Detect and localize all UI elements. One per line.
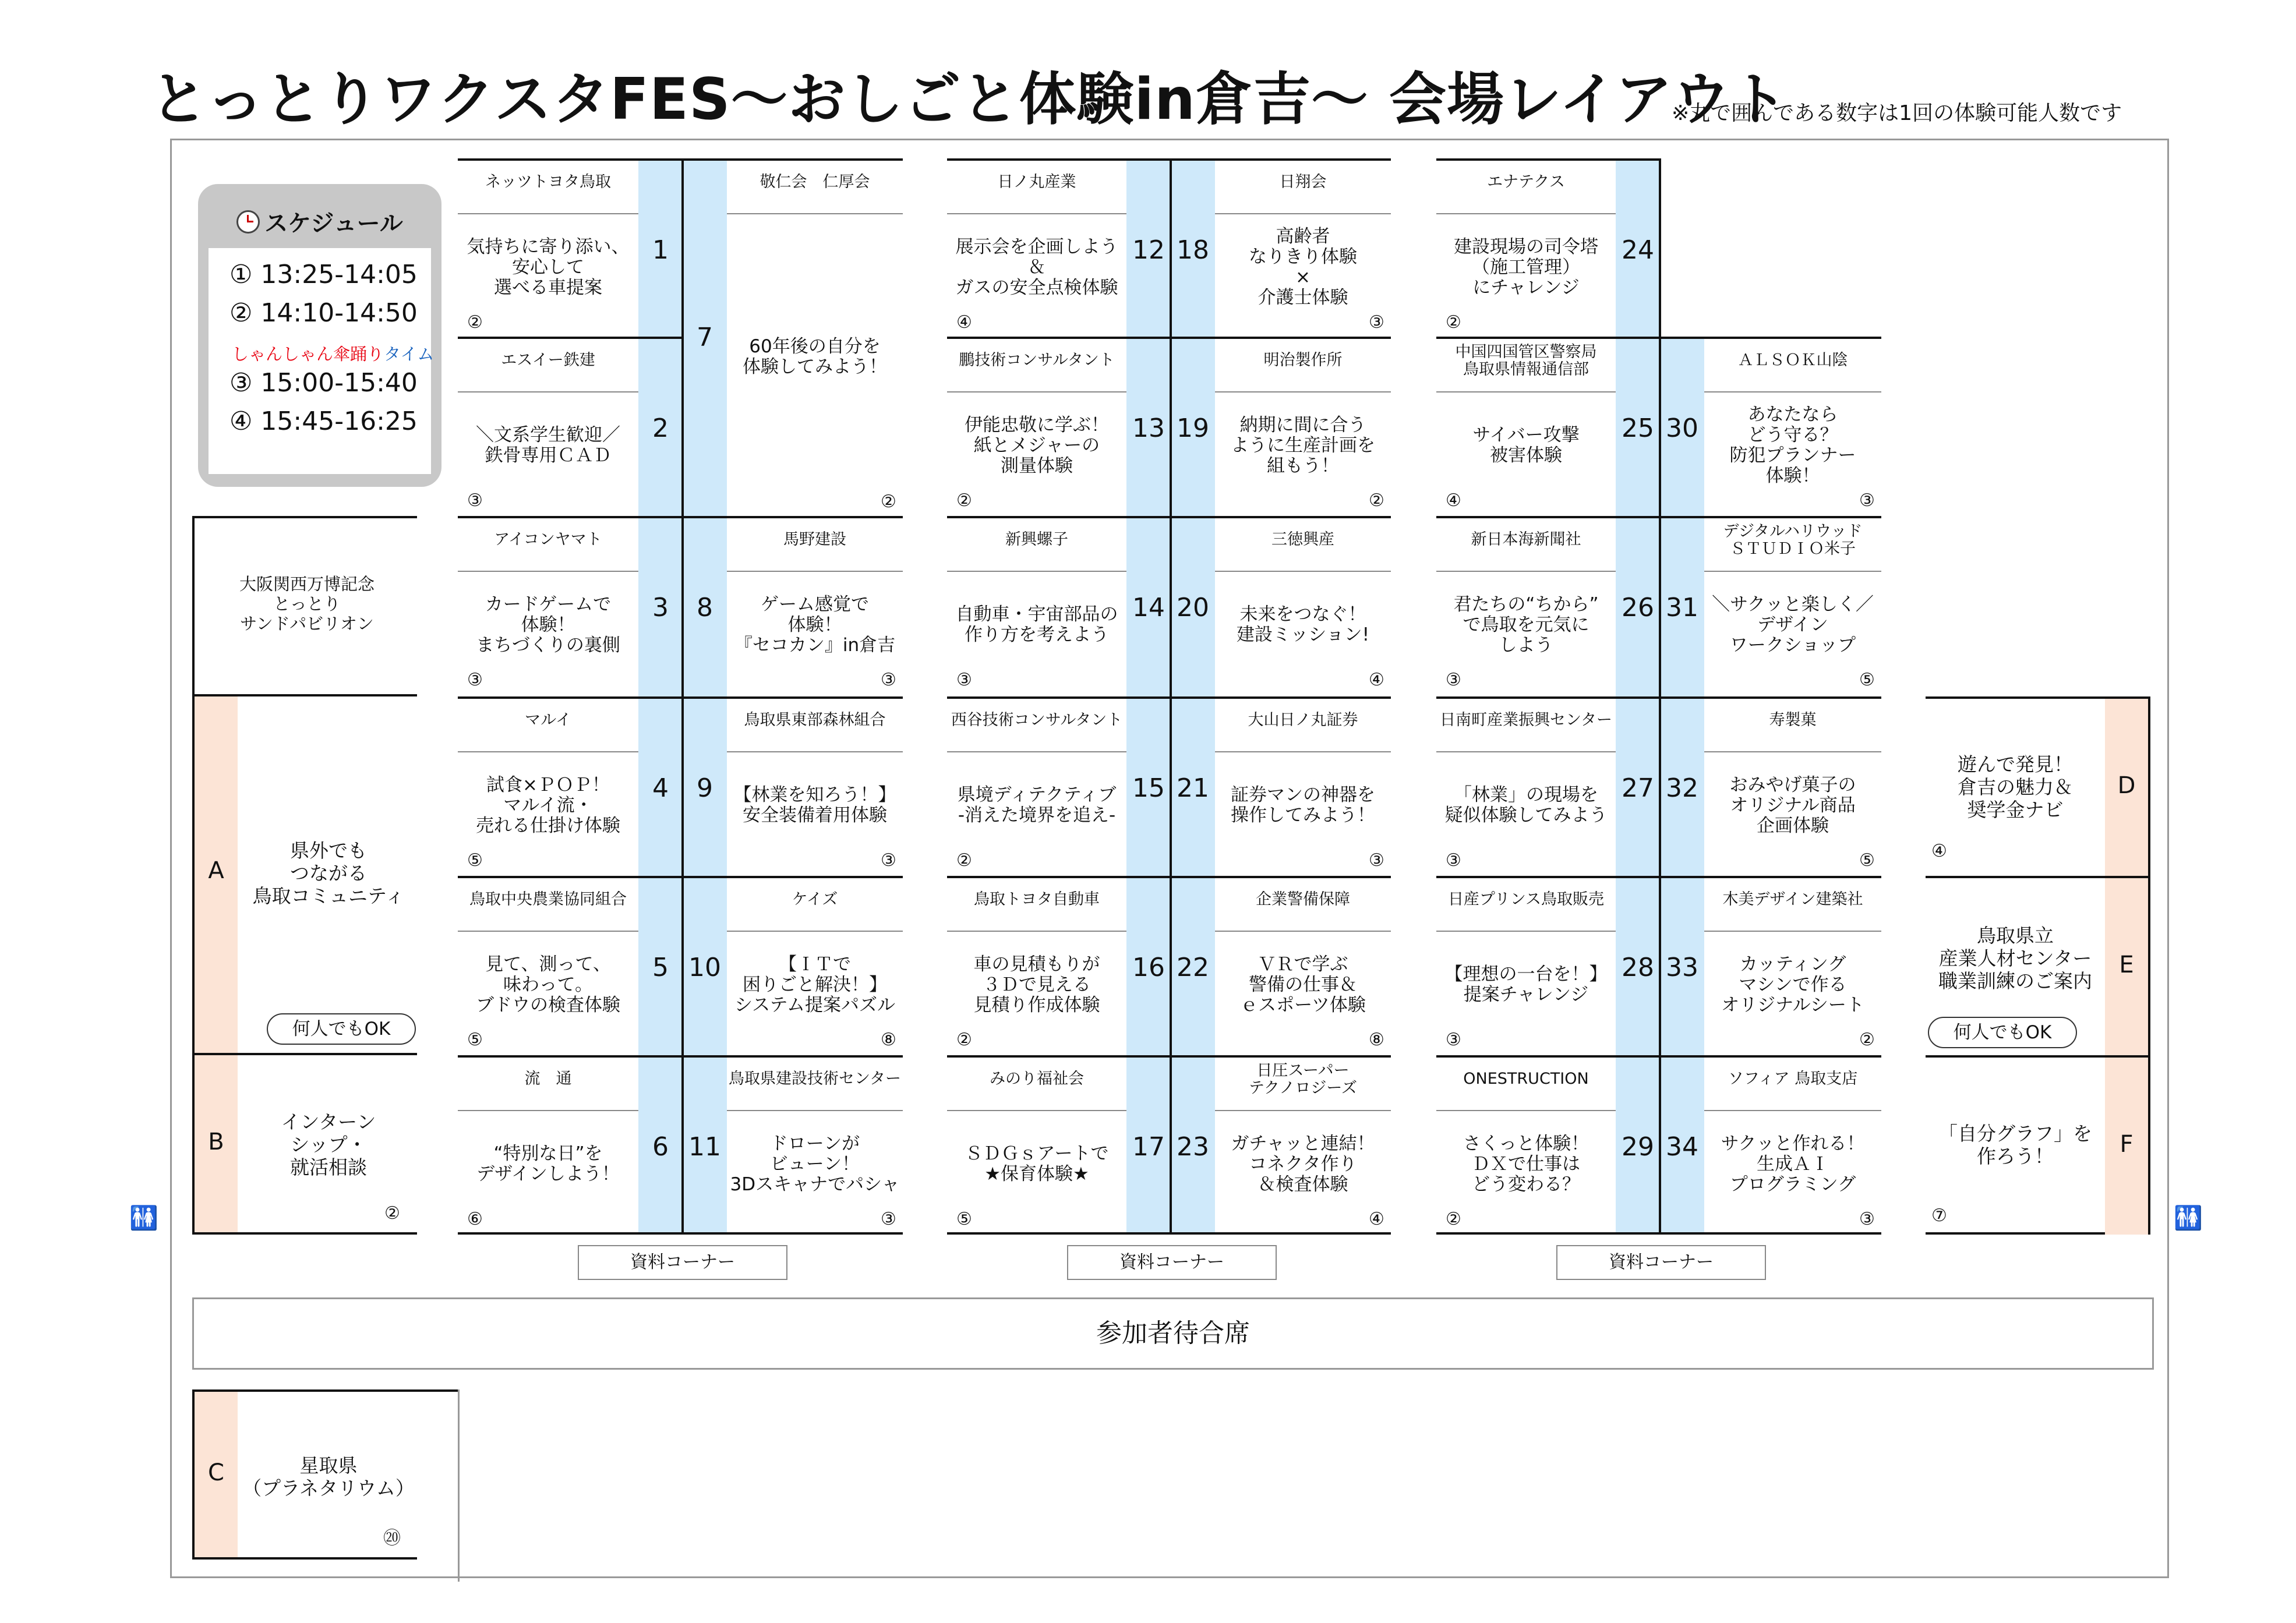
booth-company-2: エスイー鉄建	[501, 351, 595, 369]
booth-company-7: 敬仁会 仁厚会	[760, 173, 870, 191]
restroom-icon: 🚻	[129, 1205, 158, 1232]
booth-desc-17: ＳＤＧｓアートで ★保育体験★	[965, 1143, 1109, 1185]
booth-desc-29: さくっと体験！ ＤＸで仕事は どう変わる？	[1463, 1133, 1589, 1195]
booth-header-line	[1436, 931, 1616, 932]
booth-desc-22: ＶＲで学ぶ 警備の仕事＆ ｅスポーツ体験	[1240, 953, 1366, 1016]
booth-desc-24: 建設現場の司令塔 （施工管理） にチャレンジ	[1454, 236, 1598, 298]
booth-desc-21: 証券マンの神器を 操作してみよう！	[1231, 784, 1375, 826]
booth-number-11[interactable]: 11	[688, 1132, 721, 1162]
booth-capacity-1: ②	[467, 312, 483, 333]
booth-header-line	[1704, 391, 1881, 393]
material-corner-1: 資料コーナー	[578, 1245, 787, 1280]
booth-header-line	[1215, 213, 1391, 214]
area-b	[192, 1055, 417, 1235]
area-c-letter: C	[208, 1459, 224, 1486]
booth-number-32[interactable]: 32	[1666, 773, 1698, 803]
page-title: とっとりワクスタFES～おしごと体験in倉吉～ 会場レイアウト	[150, 66, 1789, 133]
area-c	[192, 1389, 417, 1560]
booth-border	[1660, 876, 1881, 878]
booth-number-7[interactable]: 7	[697, 323, 713, 352]
booth-header-line	[1704, 571, 1881, 572]
booth-company-33: 木美デザイン建築社	[1722, 890, 1863, 908]
booth-desc-12: 展示会を企画しよう ＆ ガスの安全点検体験	[955, 236, 1118, 298]
booth-desc-1: 気持ちに寄り添い、 安心して 選べる車提案	[467, 236, 630, 298]
booth-number-10[interactable]: 10	[688, 953, 721, 982]
booth-border	[947, 1232, 1391, 1235]
booth-company-20: 三徳興産	[1271, 531, 1334, 549]
booth-capacity-14: ③	[956, 670, 972, 690]
booth-border	[458, 158, 683, 161]
booth-company-18: 日翔会	[1279, 173, 1327, 191]
area-d-letter: D	[2117, 772, 2136, 799]
booth-header-line	[727, 751, 903, 752]
area-a-text: 県外でも つながる 鳥取コミュニティ	[252, 839, 405, 907]
booth-header-line	[727, 931, 903, 932]
booth-header-line	[1215, 931, 1391, 932]
booth-header-line	[458, 751, 638, 752]
booth-number-3[interactable]: 3	[652, 593, 669, 623]
area-f-text: 「自分グラフ」を 作ろう！	[1938, 1122, 2092, 1168]
booth-border	[947, 696, 1171, 699]
booth-capacity-24: ②	[1446, 312, 1461, 333]
booth-number-17[interactable]: 17	[1132, 1132, 1165, 1162]
booth-number-5[interactable]: 5	[652, 953, 669, 982]
booth-company-8: 馬野建設	[783, 531, 846, 549]
area-d-capacity: ④	[1931, 841, 1947, 861]
booth-desc-34: サクッと作れる！ 生成ＡＩ プログラミング	[1721, 1133, 1865, 1195]
schedule-session-4: ④ 15:45-16:25	[229, 406, 418, 436]
booth-border	[1660, 1055, 1881, 1058]
booth-desc-28: 【理想の一台を！】 提案チャレンジ	[1444, 964, 1608, 1006]
booth-capacity-2: ③	[467, 490, 483, 511]
booth-number-20[interactable]: 20	[1177, 593, 1209, 623]
booth-desc-20: 未来をつなぐ！ 建設ミッション!	[1236, 604, 1370, 646]
area-d	[1926, 696, 2150, 876]
area-b-capacity: ②	[384, 1203, 400, 1224]
booth-company-24: エナテクス	[1487, 173, 1565, 191]
booth-company-26: 新日本海新聞社	[1471, 531, 1581, 549]
booth-number-29[interactable]: 29	[1622, 1132, 1654, 1162]
booth-border	[1171, 696, 1391, 699]
booth-number-9[interactable]: 9	[697, 773, 713, 803]
booth-border	[1171, 158, 1391, 161]
booth-desc-4: 試食×ＰＯＰ！ マルイ流・ 売れる仕掛け体験	[476, 774, 620, 836]
osaka-booth-text: 大阪関西万博記念 とっとり サンドパビリオン	[239, 574, 375, 634]
booth-border	[947, 876, 1171, 878]
booth-header-line	[458, 931, 638, 932]
booth-border	[947, 1055, 1171, 1058]
booth-header-line	[458, 571, 638, 572]
booth-border	[1436, 696, 1660, 699]
booth-border	[683, 158, 903, 161]
restroom-icon: 🚻	[2174, 1205, 2203, 1232]
booth-border	[458, 337, 683, 339]
area-d-text: 遊んで発見！ 倉吉の魅力＆ 奨学金ナビ	[1958, 753, 2073, 821]
booth-border	[458, 1232, 903, 1235]
booth-desc-10: 【ＩＴで 困りごと解決！】 システム提案パズル	[734, 953, 895, 1016]
booth-desc-7: 60年後の自分を 体験してみよう！	[743, 336, 887, 378]
booth-border	[683, 1055, 903, 1058]
booth-number-21[interactable]: 21	[1177, 773, 1209, 803]
booth-company-13: 鵬技術コンサルタント	[959, 351, 1115, 369]
booth-header-line	[1704, 751, 1881, 752]
booth-capacity-29: ②	[1446, 1209, 1461, 1229]
booth-desc-8: ゲーム感覚で 体験！ 『セコカン』in倉吉	[734, 593, 896, 656]
booth-desc-13: 伊能忠敬に学ぶ！ 紙とメジャーの 測量体験	[965, 414, 1109, 476]
osaka-booth	[192, 516, 417, 696]
area-f	[1926, 1055, 2150, 1235]
booth-header-line	[1215, 571, 1391, 572]
booth-number-25[interactable]: 25	[1622, 413, 1654, 443]
booth-border	[458, 876, 683, 878]
booth-header-line	[727, 1110, 903, 1111]
capacity-note: ※丸で囲んである数字は1回の体験可能人数です	[1672, 101, 2122, 125]
booth-header-line	[1215, 751, 1391, 752]
booth-header-line	[947, 391, 1126, 393]
booth-company-27: 日南町産業振興センター	[1440, 711, 1612, 729]
area-b-letter: B	[208, 1129, 224, 1155]
booth-number-16[interactable]: 16	[1132, 953, 1165, 982]
booth-number-24[interactable]: 24	[1622, 235, 1654, 265]
booth-number-12[interactable]: 12	[1132, 235, 1165, 265]
booth-header-line	[727, 213, 903, 214]
material-corner-3: 資料コーナー	[1556, 1245, 1766, 1280]
booth-company-31: デジタルハリウッド ＳＴＵＤＩＯ米子	[1723, 522, 1863, 558]
booth-header-line	[1436, 571, 1616, 572]
booth-desc-27: 「林業」の現場を 疑似体験してみよう	[1444, 784, 1608, 826]
booth-capacity-23: ④	[1369, 1209, 1384, 1229]
booth-border	[458, 1055, 683, 1058]
booth-company-9: 鳥取県東部森林組合	[744, 711, 886, 729]
booth-header-line	[1436, 213, 1616, 214]
booth-border	[1660, 337, 1881, 339]
area-a-letter: A	[208, 857, 224, 884]
booth-number-33[interactable]: 33	[1666, 953, 1698, 982]
booth-header-line	[1704, 931, 1881, 932]
booth-capacity-3: ③	[467, 670, 483, 690]
booth-desc-33: カッティング マシンで作る オリジナルシート	[1721, 953, 1864, 1016]
booth-header-line	[1436, 751, 1616, 752]
booth-capacity-17: ⑤	[956, 1209, 972, 1229]
booth-border	[947, 158, 1171, 161]
booth-number-30[interactable]: 30	[1666, 413, 1698, 443]
booth-capacity-27: ③	[1446, 850, 1461, 871]
booth-company-10: ケイズ	[792, 890, 838, 908]
booth-company-19: 明治製作所	[1263, 351, 1343, 369]
booth-number-14[interactable]: 14	[1132, 593, 1165, 623]
area-c-text: 星取県 （プラネタリウム）	[242, 1454, 415, 1500]
booth-desc-11: ドローンが ビューン！ 3Dスキャナでパシャ	[730, 1133, 900, 1195]
booth-border	[1171, 1055, 1391, 1058]
booth-desc-19: 納期に間に合う ように生産計画を 組もう！	[1231, 414, 1375, 476]
booth-header-line	[947, 751, 1126, 752]
booth-capacity-8: ③	[881, 670, 896, 690]
area-c-divider	[458, 1389, 460, 1582]
booth-border	[1436, 158, 1660, 161]
booth-border	[1436, 516, 1660, 518]
booth-number-1[interactable]: 1	[652, 235, 669, 265]
booth-desc-5: 見て、測って、 味わって。 ブドウの検査体験	[476, 953, 620, 1016]
booth-capacity-26: ③	[1446, 670, 1461, 690]
booth-company-14: 新興螺子	[1005, 531, 1068, 549]
booth-border	[947, 337, 1171, 339]
area-e-letter: E	[2119, 952, 2134, 978]
booth-header-line	[1215, 391, 1391, 393]
booth-capacity-7: ②	[881, 492, 896, 512]
booth-company-23: 日圧スーパー テクノロジーズ	[1248, 1062, 1358, 1097]
booth-capacity-28: ③	[1446, 1030, 1461, 1050]
booth-border	[458, 696, 683, 699]
booth-company-32: 寿製菓	[1769, 711, 1817, 729]
booth-number-26[interactable]: 26	[1622, 593, 1654, 623]
booth-capacity-16: ②	[956, 1030, 972, 1050]
area-c-capacity: ⑳	[383, 1528, 401, 1548]
booth-border	[1436, 1055, 1660, 1058]
booth-desc-6: “特別な日”を デザインしよう！	[476, 1143, 620, 1185]
booth-company-29: ONESTRUCTION	[1463, 1070, 1589, 1088]
schedule-session-3: ③ 15:00-15:40	[229, 368, 418, 398]
area-e-text: 鳥取県立 産業人材センター 職業訓練のご案内	[1938, 924, 2092, 992]
booth-header-line	[947, 1110, 1126, 1111]
booth-capacity-25: ④	[1446, 490, 1461, 511]
booth-number-19[interactable]: 19	[1177, 413, 1209, 443]
booth-capacity-22: ⑧	[1369, 1030, 1384, 1050]
booth-company-30: ＡＬＳＯＫ山陰	[1737, 351, 1848, 369]
schedule-event: しゃんしゃん傘踊りタイム	[232, 344, 435, 364]
booth-capacity-33: ②	[1859, 1030, 1875, 1050]
schedule-session-2: ② 14:10-14:50	[229, 298, 418, 328]
area-b-text: インターン シップ・ 就活相談	[281, 1111, 376, 1179]
area-e	[1926, 876, 2150, 1055]
booth-number-22[interactable]: 22	[1177, 953, 1209, 982]
booth-number-18[interactable]: 18	[1177, 235, 1209, 265]
booth-company-28: 日産プリンス鳥取販売	[1447, 890, 1605, 908]
booth-capacity-10: ⑧	[881, 1030, 896, 1050]
booth-capacity-34: ③	[1859, 1209, 1875, 1229]
waiting-area: 参加者待合席	[192, 1297, 2154, 1370]
booth-capacity-15: ②	[956, 850, 972, 871]
booth-header-line	[1436, 391, 1616, 393]
booth-number-2[interactable]: 2	[652, 413, 669, 443]
booth-desc-3: カードゲームで 体験！ まちづくりの裏側	[476, 593, 620, 656]
booth-company-21: 大山日ノ丸証券	[1248, 711, 1358, 729]
booth-desc-30: あなたなら どう守る？ 防犯プランナー 体験！	[1729, 404, 1856, 487]
booth-capacity-11: ③	[881, 1209, 896, 1229]
booth-border	[1171, 516, 1391, 518]
booth-header-line	[1436, 1110, 1616, 1111]
booth-capacity-18: ③	[1369, 312, 1384, 333]
booth-desc-18: 高齢者 なりきり体験 × 介護士体験	[1249, 226, 1357, 309]
booth-border	[1660, 696, 1881, 699]
booth-desc-2: ＼文系学生歓迎／ 鉄骨専用ＣＡＤ	[476, 425, 620, 466]
booth-number-27[interactable]: 27	[1622, 773, 1654, 803]
booth-capacity-32: ⑤	[1859, 850, 1875, 871]
booth-border	[947, 516, 1171, 518]
booth-company-11: 鳥取県建設技術センター	[729, 1070, 901, 1088]
booth-border	[683, 696, 903, 699]
booth-border	[1616, 337, 1660, 339]
booth-number-23[interactable]: 23	[1177, 1132, 1209, 1162]
booth-capacity-12: ④	[956, 312, 972, 333]
booth-desc-32: おみやげ菓子の オリジナル商品 企画体験	[1729, 774, 1856, 836]
booth-company-22: 企業警備保障	[1256, 890, 1350, 908]
booth-company-3: アイコンヤマト	[494, 531, 602, 549]
schedule-title: スケジュール	[198, 205, 441, 238]
booth-header-line	[947, 571, 1126, 572]
booth-border	[1171, 337, 1391, 339]
booth-capacity-6: ⑥	[467, 1209, 483, 1229]
booth-header-line	[458, 1110, 638, 1111]
booth-header-line	[458, 391, 638, 393]
booth-company-12: 日ノ丸産業	[997, 173, 1076, 191]
booth-number-31[interactable]: 31	[1666, 593, 1698, 623]
booth-desc-31: ＼サクッと楽しく／ デザイン ワークショップ	[1712, 593, 1874, 656]
booth-header-line	[727, 571, 903, 572]
booth-company-1: ネッツトヨタ鳥取	[485, 173, 611, 191]
booth-desc-26: 君たちの“ちから” で鳥取を元気に しよう	[1453, 593, 1599, 656]
booth-desc-16: 車の見積もりが ３Ｄで見える 見積り作成体験	[973, 953, 1100, 1016]
booth-number-28[interactable]: 28	[1622, 953, 1654, 982]
schedule-session-1: ① 13:25-14:05	[229, 260, 418, 289]
booth-company-6: 流 通	[524, 1070, 572, 1088]
area-e-pill: 何人でもOK	[1928, 1017, 2077, 1048]
booth-capacity-30: ③	[1859, 490, 1875, 511]
booth-desc-14: 自動車・宇宙部品の 作り方を考えよう	[955, 604, 1118, 646]
booth-company-25: 中国四国管区警察局 鳥取県情報通信部	[1455, 343, 1597, 379]
booth-border	[458, 516, 683, 518]
booth-desc-9: 【林業を知ろう！】 安全装備着用体験	[733, 784, 896, 826]
booth-company-34: ソフィア 鳥取支店	[1728, 1070, 1858, 1088]
booth-capacity-4: ⑤	[467, 850, 483, 871]
booth-desc-23: ガチャッと連結！ コネクタ作り ＆検査体験	[1231, 1133, 1375, 1195]
booth-header-line	[947, 931, 1126, 932]
booth-company-17: みのり福祉会	[990, 1070, 1084, 1088]
area-c-top-edge	[417, 1389, 459, 1392]
booth-header-line	[1215, 1110, 1391, 1111]
booth-capacity-13: ②	[956, 490, 972, 511]
booth-border	[1171, 876, 1391, 878]
booth-company-16: 鳥取トヨタ自動車	[974, 890, 1100, 908]
booth-capacity-31: ⑤	[1859, 670, 1875, 690]
booth-header-line	[947, 213, 1126, 214]
booth-number-4[interactable]: 4	[652, 773, 669, 803]
area-f-capacity: ⑦	[1931, 1205, 1947, 1226]
booth-border	[683, 516, 903, 518]
booth-company-5: 鳥取中央農業協同組合	[469, 890, 627, 908]
area-f-letter: F	[2120, 1131, 2133, 1158]
booth-capacity-19: ②	[1369, 490, 1384, 511]
booth-capacity-21: ③	[1369, 850, 1384, 871]
booth-number-8[interactable]: 8	[697, 593, 713, 623]
material-corner-2: 資料コーナー	[1067, 1245, 1277, 1280]
booth-number-15[interactable]: 15	[1132, 773, 1165, 803]
booth-header-line	[458, 213, 638, 214]
booth-company-4: マルイ	[525, 711, 571, 729]
booth-capacity-9: ③	[881, 850, 896, 871]
booth-desc-25: サイバー攻撃 被害体験	[1472, 425, 1580, 466]
booth-desc-15: 県境ディテクティブ -消えた境界を追え-	[957, 784, 1117, 826]
booth-number-6[interactable]: 6	[652, 1132, 669, 1162]
booth-border	[1436, 876, 1660, 878]
booth-header-line	[1704, 1110, 1881, 1111]
booth-border	[683, 876, 903, 878]
booth-capacity-5: ⑤	[467, 1030, 483, 1050]
booth-number-34[interactable]: 34	[1666, 1132, 1698, 1162]
booth-number-13[interactable]: 13	[1132, 413, 1165, 443]
booth-capacity-20: ④	[1369, 670, 1384, 690]
area-a-pill: 何人でもOK	[267, 1013, 416, 1045]
booth-border	[1660, 516, 1881, 518]
booth-company-15: 西谷技術コンサルタント	[951, 711, 1123, 729]
area-a	[192, 696, 417, 1055]
